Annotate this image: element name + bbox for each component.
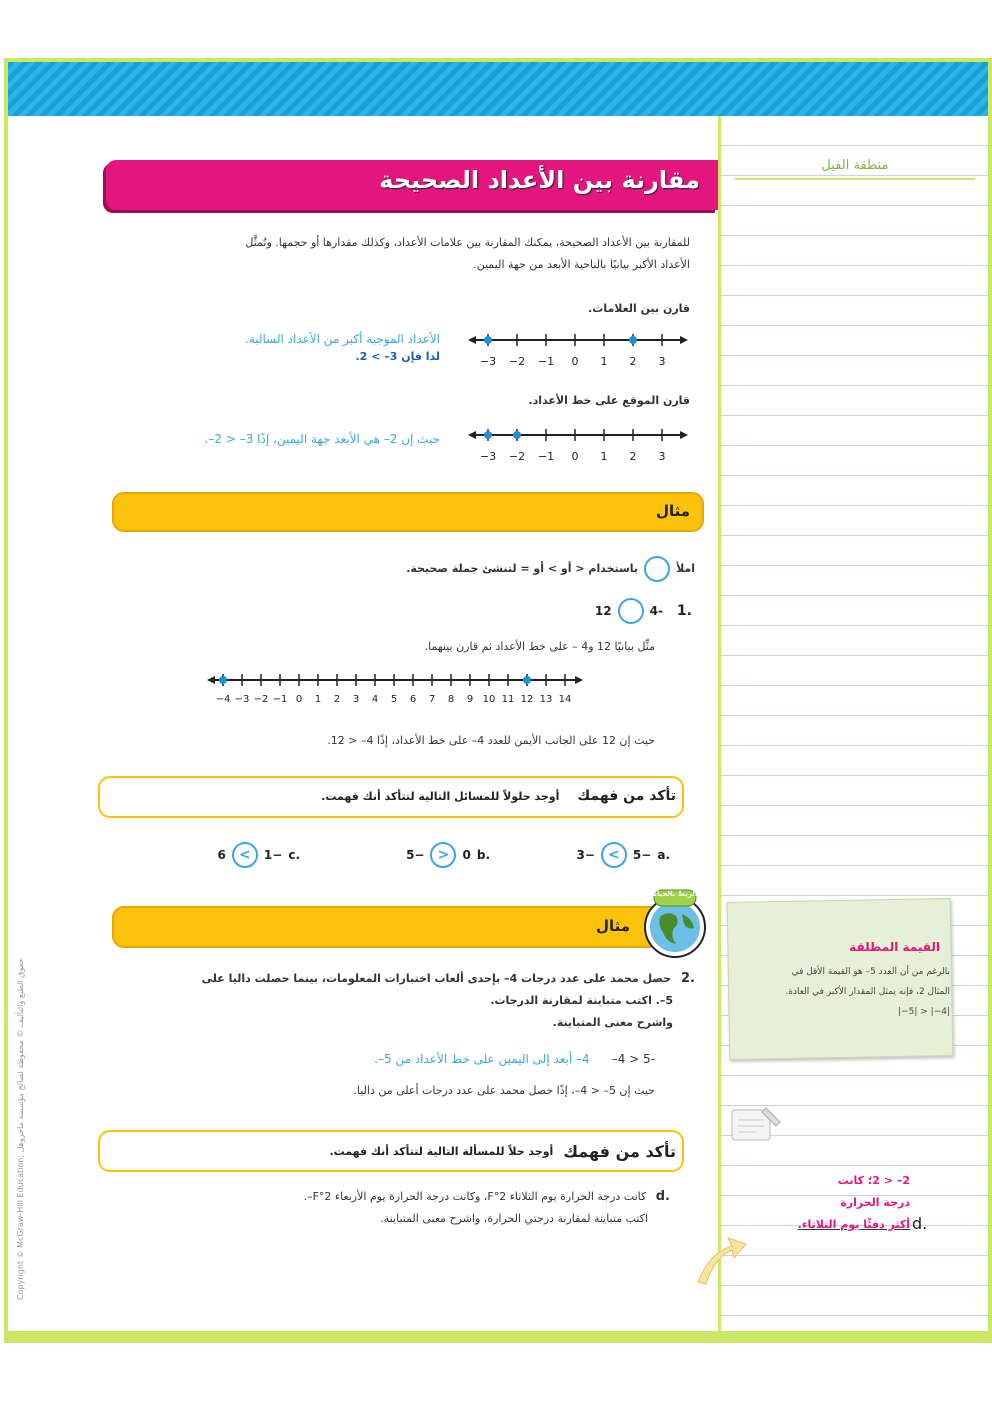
tick-label: −3 xyxy=(479,355,497,368)
number-line-position xyxy=(466,420,691,468)
arrow-right xyxy=(680,336,688,344)
check1-item-b xyxy=(370,842,490,868)
tick-label: 0 xyxy=(571,355,579,368)
tick-label: 3 xyxy=(352,694,360,705)
example2-line-1 xyxy=(120,968,695,990)
example2-solution xyxy=(290,1048,655,1070)
tick-label: −3 xyxy=(234,694,250,705)
inequality: -5 < 4– xyxy=(611,1052,655,1066)
copyright-credit: Copyright © McGraw-Hill Education; حقوق الطبع والتأليف © محفوظة لصالح مؤسسة ماجروهل xyxy=(16,958,25,1300)
tick-label: 2 xyxy=(629,450,637,463)
notes-title: منطقة الفيل xyxy=(735,158,975,180)
answer-line-1: 2– < 2؛ كانت xyxy=(837,1174,910,1187)
example1-instruction xyxy=(300,556,695,582)
notes-column xyxy=(718,116,988,1331)
answer-letter: d. xyxy=(912,1214,928,1233)
instruction-fill: املأ xyxy=(676,562,695,575)
sticky-title: القيمة المطلقة xyxy=(849,940,940,954)
real-world-badge-label: الربط بالحياة xyxy=(652,890,698,898)
intro-line-2: الأعداد الأكبر بيانيًا بالناحية الأبعد من جهة اليمين. xyxy=(473,258,690,271)
example2-problem xyxy=(120,968,695,1034)
lesson-title: مقارنة بين الأعداد الصحيحة xyxy=(379,166,700,194)
check2-line-2: اكتب متباينة لمقارنة درجتي الحرارة، واشرح معنى المتباينة. xyxy=(380,1212,648,1225)
tick-label: −1 xyxy=(537,355,555,368)
inequality-note: 4– أبعد إلى اليمين على خط الأعداد من 5–. xyxy=(374,1052,590,1066)
compare-position-heading: قارن الموقع على خط الأعداد. xyxy=(528,394,690,407)
top-striped-band xyxy=(8,62,988,116)
tick-label: 7 xyxy=(428,694,436,705)
sticky-body xyxy=(740,962,950,1022)
tick-label: −1 xyxy=(272,694,288,705)
check2-subtitle: أوجد حلاً للمسألة التالية لتتأكد أنك فهمت. xyxy=(329,1145,554,1158)
example2-band-title: مثال xyxy=(595,917,630,935)
tick-label: 5 xyxy=(390,694,398,705)
pencil-paper-icon xyxy=(730,1106,784,1146)
compare-signs-heading: قارن بين العلامات. xyxy=(588,302,690,315)
marked-point xyxy=(484,431,492,439)
check2-header xyxy=(150,1142,676,1161)
item-right: 6 xyxy=(217,848,226,862)
check1-title: تأكد من فهمك xyxy=(577,788,676,804)
tick-label: 3 xyxy=(658,355,666,368)
tick-label: 1 xyxy=(600,450,608,463)
answer-circle: > xyxy=(232,842,258,868)
check1-item-a xyxy=(545,842,670,868)
item-left: −5 xyxy=(632,848,652,862)
tick-label: 2 xyxy=(333,694,341,705)
sticky-line-3: |−5| > |−4| xyxy=(898,1007,950,1017)
problem-text-1: حصل محمد على عدد درجات 4– بإحدى ألعاب اختبارات المعلومات، بينما حصلت داليا على xyxy=(201,972,672,985)
tick-label: 8 xyxy=(447,694,455,705)
arrow-right xyxy=(680,431,688,439)
problem-right: 12 xyxy=(594,604,612,618)
arrow-right xyxy=(575,676,583,684)
item-letter: .b xyxy=(476,848,490,862)
tick-label: 1 xyxy=(314,694,322,705)
arrow-left xyxy=(468,431,476,439)
tick-label: 9 xyxy=(466,694,474,705)
answer-line-3: أكثر دفئًا يوم الثلاثاء. xyxy=(797,1218,910,1231)
tick-label: 4 xyxy=(371,694,379,705)
check1-header xyxy=(150,788,676,804)
instruction-rest: باستخدام < أو > أو = لتنشئ جملة صحيحة. xyxy=(406,562,639,575)
arrow-left xyxy=(207,676,215,684)
example1-problem xyxy=(560,598,692,624)
answer-circle: > xyxy=(601,842,627,868)
marked-point xyxy=(484,336,492,344)
check2-line-1 xyxy=(200,1186,670,1208)
problem-number: .2 xyxy=(681,971,695,986)
compare-signs-result: لذا فإن 3– > 2. xyxy=(355,350,440,363)
example2-line-3: واشرح معنى المتباينة. xyxy=(552,1016,673,1029)
marked-point xyxy=(513,431,521,439)
answer-circle: < xyxy=(430,842,456,868)
example2-conclusion: حيث إن 5– < 4–، إذًا حصل محمد على عدد درجات أعلى من داليا. xyxy=(353,1084,655,1097)
arrow-left xyxy=(468,336,476,344)
marked-point xyxy=(523,676,531,684)
number-line-example1 xyxy=(205,668,585,712)
arrow-icon xyxy=(690,1232,750,1292)
tick-label: 0 xyxy=(295,694,303,705)
answer-line-2: درجة الحرارة xyxy=(840,1196,910,1209)
intro-paragraph xyxy=(120,232,690,276)
tick-label: −3 xyxy=(479,450,497,463)
check2-title: تأكد من فهمك xyxy=(563,1142,676,1161)
item-left: −1 xyxy=(263,848,283,862)
item-left: 0 xyxy=(462,848,471,862)
example1-graph-instruction: مثِّل بيانيًا 12 و4 – على خط الأعداد ثم قارن بينهما. xyxy=(424,640,655,653)
blank-circle-icon xyxy=(644,556,670,582)
example1-conclusion: حيث إن 12 على الجانب الأيمن للعدد 4– على خط الأعداد، إذًا 4– < 12. xyxy=(327,734,655,747)
tick-label: 6 xyxy=(409,694,417,705)
tick-label: 14 xyxy=(558,694,572,705)
check1-item-c xyxy=(190,842,300,868)
problem-left: -4 xyxy=(649,604,663,618)
marked-point xyxy=(219,676,227,684)
tick-label: 0 xyxy=(571,450,579,463)
intro-line-1: للمقارنة بين الأعداد الصحيحة، يمكنك المقارنة بين علامات الأعداد، وكذلك مقدارها أو حجمها. وتُمثَّل xyxy=(245,236,690,249)
tick-label: −2 xyxy=(508,450,526,463)
marked-point xyxy=(629,336,637,344)
tick-label: −2 xyxy=(253,694,269,705)
tick-label: 3 xyxy=(658,450,666,463)
item-letter: .d xyxy=(655,1189,670,1204)
check2-problem xyxy=(200,1186,670,1230)
tick-label: 1 xyxy=(600,355,608,368)
item-right: −5 xyxy=(406,848,425,862)
tick-label: 13 xyxy=(539,694,553,705)
item-letter: .a xyxy=(657,848,670,862)
tick-label: −4 xyxy=(215,694,231,705)
example2-line-2: 5–. اكتب متباينة لمقارنة الدرجات. xyxy=(490,994,673,1007)
tick-label: 11 xyxy=(501,694,515,705)
sidebar-answer xyxy=(760,1170,910,1236)
tick-label: 12 xyxy=(520,694,534,705)
compare-signs-note: الأعداد الموجبة أكبر من الأعداد السالبة. xyxy=(244,332,440,346)
answer-circle-icon xyxy=(618,598,644,624)
tick-label: −1 xyxy=(537,450,555,463)
sticky-line-1: بالرغم من أن العدد 5– هو القيمة الأقل في xyxy=(791,967,950,977)
problem-number: .1 xyxy=(676,603,692,619)
tick-label: −2 xyxy=(508,355,526,368)
item-letter: .c xyxy=(288,848,300,862)
item-right: −3 xyxy=(576,848,595,862)
compare-position-note: حيث إن 2– هي الأبعد جهة اليمين، إذًا 3– < 2–. xyxy=(204,432,440,446)
item-text-1: كانت درجة الحرارة يوم الثلاثاء 2°F، وكانت درجة الحرارة يوم الأربعاء 2°F–. xyxy=(303,1190,647,1203)
tick-label: 2 xyxy=(629,355,637,368)
sticky-line-2: المثال 2، فإنه يمثل المقدار الأكبر في العادة. xyxy=(785,987,950,997)
example1-band-title: مثال xyxy=(655,502,690,520)
check1-subtitle: أوجد حلولاً للمسائل التالية لتتأكد أنك فهمت. xyxy=(321,789,560,803)
number-line-signs xyxy=(466,325,691,373)
tick-label: 10 xyxy=(482,694,496,705)
